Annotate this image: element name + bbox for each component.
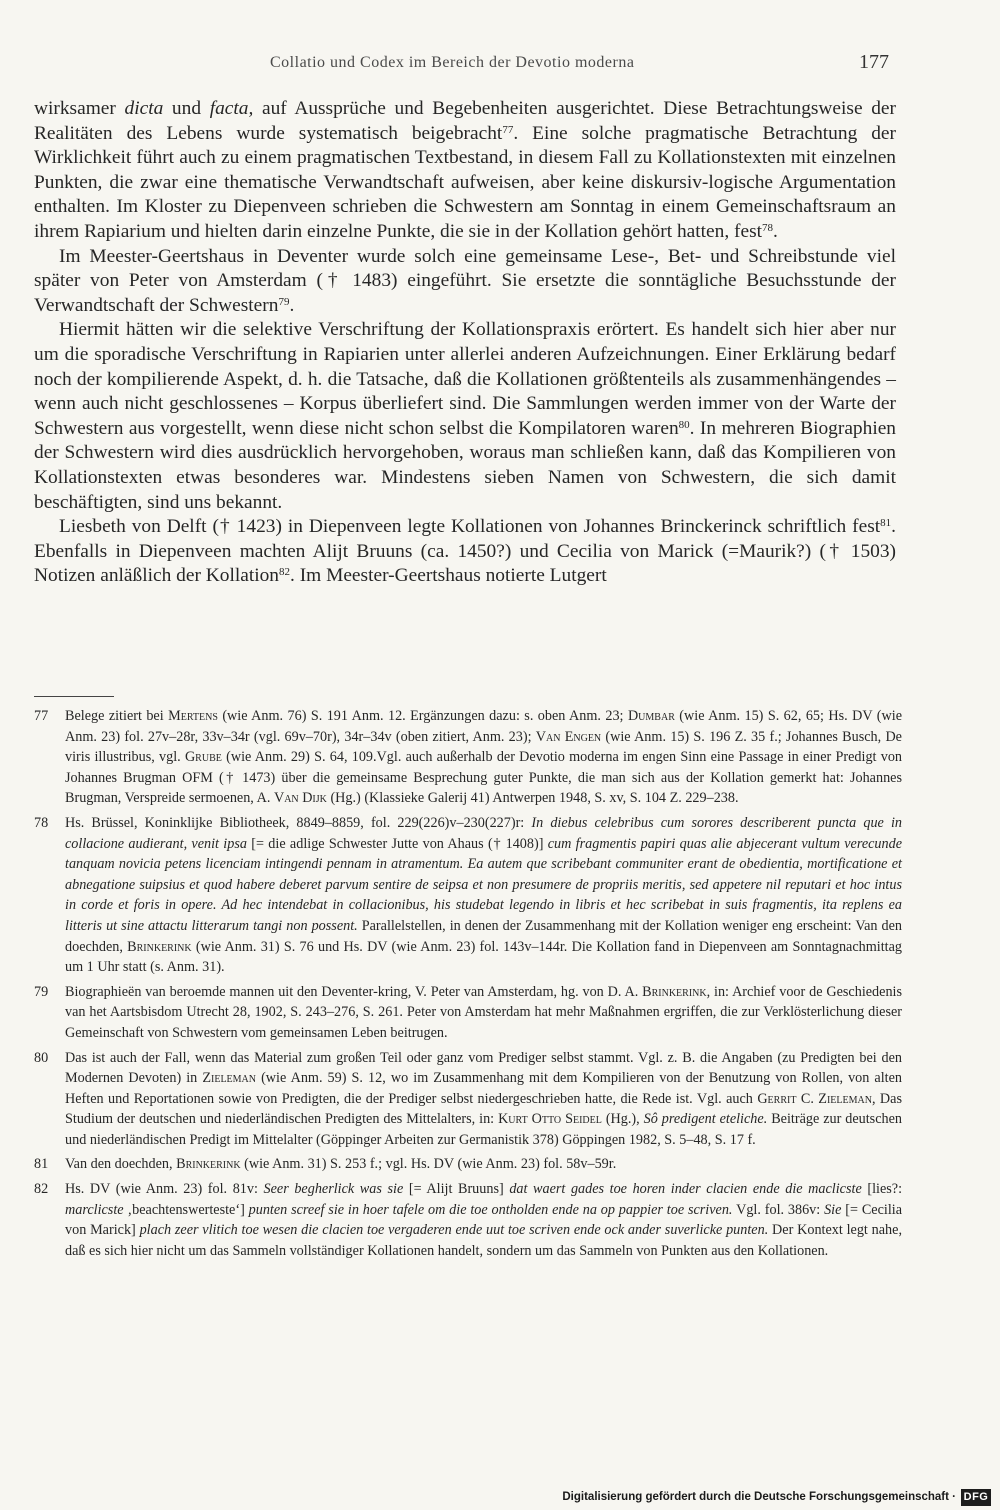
text-run: Biographieën van beroemde mannen uit den Deventer-kring, V. Peter van Amsterdam, hg. von D. A. [65, 983, 643, 1000]
paragraph [34, 515, 896, 589]
footnote-ref: 82 [279, 566, 290, 579]
text-run: Parallelstellen, in denen der Zusammenhang mit der Kollation weniger eng erscheint: Van den doechden, [65, 917, 902, 955]
footnote-text [65, 982, 902, 1044]
text-run: wirksamer [34, 98, 125, 119]
text-run: (Hg.) (Klassieke Galerij 41) Antwerpen 1948, S. xv, S. 104 Z. 229–238. [326, 790, 739, 807]
text-run: (wie Anm. 15) S. 196 Z. 35 f.; Johannes Busch, De viris illustribus, vgl. [65, 728, 902, 766]
text-run: (wie Anm. 29) S. 64, 109.Vgl. auch außerhalb der Devotio moderna im engen Sinn eine Passage in einer Predigt von Johannes Brugman OFM († 1473) über die gemeinsame Besprechung guter Punkte, die man sich aus der Kollation gemerkt hat: Johannes Brugman, Verspreide sermoenen, A. [65, 749, 903, 807]
author-name: Mertens [168, 708, 218, 724]
author-name: Van Dijk [273, 790, 327, 807]
text-run: Im Meester-Geertshaus in Deventer wurde solch eine gemeinsame Lese-, Bet- und Schreibstunde viel später von Peter von Amsterdam († 1483) eingeführt. Sie ersetzte die sonntägliche Besuchsstunde der Verwandtschaft der Schwestern [34, 245, 896, 316]
footnote-ref: 77 [502, 123, 514, 136]
text-run: Liesbeth von Delft († 1423) in Diepenveen legte Kollationen von Johannes Brinckerinck schriftlich fest [59, 516, 881, 538]
italic-text: punten screef sie in hoer tafele om die toe ontholden ende na op pappier toe scriven. [248, 1201, 733, 1218]
text-run: (wie Anm. 31) S. 253 f.; vgl. Hs. DV (wie Anm. 23) fol. 58v–59r. [240, 1156, 617, 1173]
dfg-logo: DFG [961, 1489, 991, 1506]
text-run: Belege zitiert bei [65, 708, 169, 724]
text-run: . [289, 294, 295, 316]
footnote-number: 81 [34, 1156, 49, 1173]
author-name: Kurt Otto Seidel [498, 1111, 602, 1128]
footnote [34, 1179, 902, 1261]
footnote-text [65, 1154, 902, 1175]
italic-text: In diebus celebribus cum sorores describerent puncta que in collacione audierant, venit ipsa [65, 814, 902, 852]
funding-credit: Digitalisierung gefördert durch die Deutsche Forschungsgemeinschaft · [562, 1491, 956, 1503]
footnote-ref: 79 [278, 295, 290, 308]
text-run: . Eine solche pragmatische Betrachtung der Wirklichkeit führt auch zu einem pragmatischen Textbestand, in diesem Fall zu Kollationstexten mit einzelnen Punkten, die zwar eine thematische Verwandtschaft aufweisen, aber keine diskursiv-logische Argumentation enthalten. Im Kloster zu Diepenveen schrieben die Schwestern am Sonntag in einem Gemeinschaftsraum an ihrem Rapiarium und hielten darin einzelne Punkte, die sie in der Kollation gehört hatten, fest [34, 122, 896, 242]
italic-text: Sô predigent eteliche. [643, 1111, 768, 1128]
italic-text: Sie [824, 1201, 842, 1218]
page-footer [0, 1487, 1000, 1510]
text-run: Hs. DV (wie Anm. 23) fol. 81v: [65, 1181, 264, 1198]
text-run: (wie Anm. 59) S. 12, wo im Zusammenhang mit dem Kompilieren von der Benutzung von Rollen, von alten Heften und Reportationen sowie von Predigten, die der Prediger selbst niedergeschrieben hatte, die Rede ist. Vgl. auch [65, 1070, 903, 1107]
footnote-text [65, 813, 902, 978]
text-run: [= die adlige Schwester Jutte von Ahaus († 1408)] [246, 835, 548, 852]
footnote-ref: 80 [678, 418, 690, 431]
page-header [0, 51, 1000, 75]
author-name: Grube [184, 749, 222, 766]
text-run: . [773, 220, 778, 242]
footnote [34, 1048, 902, 1151]
footnote-text [65, 1048, 902, 1151]
italic-text: marclicste [65, 1201, 124, 1218]
author-name: Van Engen [535, 728, 602, 745]
text-run: . Ebenfalls in Diepenveen machten Alijt Bruuns (ca. 1450?) und Cecilia von Marick (=Maurik?) († 1503) Notizen anläßlich der Kollation [34, 516, 896, 587]
text-run: Beiträge zur deutschen und niederländischen Predigt im Mittelalter (Göppinger Arbeiten zur Germanistik 378) Göppingen 1982, S. 5–48, S. 17 f. [65, 1111, 902, 1148]
page-number: 177 [859, 51, 889, 73]
author-name: Zieleman [202, 1070, 257, 1087]
italic-text: Seer begherlick was sie [263, 1181, 404, 1198]
footnote [34, 813, 902, 978]
footnote [34, 706, 902, 809]
footnote-text [65, 706, 902, 809]
paragraph [34, 318, 896, 515]
text-run: [= Alijt Bruuns] [403, 1181, 510, 1198]
italic-text: cum fragmentis papiri quas alie abjecerant vultum verecunde tanquam novicia petens licenciam intingendi pennam in atramentum. Ea autem que scribebant communiter erant de obedientia, mortificatione et abnegatione suipsius et quod habere deberet parvum sentire de seipsa et non presumere de propriis meritis, sed appetere nil reputari et hoc intus in corde et foris in opere. Ad hec intendebat in collacionibus, his studebat legendo in libris et hec scribebat in suis fragmentis, ita replens ea litteris ut sine attactu litterarum tangi non possent. [65, 835, 902, 934]
footnote-ref: 81 [880, 517, 892, 530]
main-text [34, 97, 896, 589]
italic-text: plach zeer vlitich toe wesen die clacien toe vergaderen ende uut toe scriven ende ock ander suverlicke punten. [139, 1222, 769, 1239]
author-name: Brinkerink [176, 1156, 241, 1173]
text-run: Vgl. fol. 386v: [732, 1201, 825, 1218]
italic-text: dat waert gades toe horen inder clacien ende die maclicste [509, 1181, 862, 1198]
footnote [34, 1154, 902, 1175]
footnote-number: 79 [34, 983, 49, 1000]
footnote-number: 82 [34, 1181, 49, 1198]
text-run: (wie Anm. 76) S. 191 Anm. 12. Ergänzungen dazu: s. oben Anm. 23; [217, 708, 628, 724]
running-head: Collatio und Codex im Bereich der Devotio moderna [270, 54, 635, 71]
text-run: Hiermit hätten wir die selektive Verschriftung der Kollationspraxis erörtert. Es handelt sich hier aber nur um die sporadische Verschriftung in Rapiarien unter allerlei anderen Aufzeichnungen. Einer Erklärung bedarf noch der kompilierende Aspekt, d. h. die Tatsache, daß die Kollationen größtenteils als zusammenhängendes – wenn auch nicht geschlossenes – Korpus überliefert sind. Die Sammlungen werden immer von der Warte der Schwestern aus vorgestellt, wenn diese nicht schon selbst die Kompilatoren waren [34, 319, 896, 439]
footnote-number: 80 [34, 1049, 49, 1066]
text-run: ‚beachtenswerteste‘] [123, 1201, 249, 1218]
paragraph [34, 245, 896, 319]
text-run: (wie Anm. 31) S. 76 und Hs. DV (wie Anm. 23) fol. 143v–144r. Die Kollation fand in Diepenveen am Sonntagnachmittag um 1 Uhr statt (s. Anm. 31). [65, 938, 902, 976]
text-run: und [163, 98, 210, 119]
text-run: , Das Studium der deutschen und niederländischen Predigten des Mittelalters, in: [65, 1090, 902, 1128]
italic-text: facta, [209, 98, 254, 119]
author-name: Brinkerink [127, 938, 192, 955]
footnote-ref: 78 [762, 221, 774, 234]
text-run: auf Aussprüche und Begebenheiten ausgerichtet. Diese Betrachtungsweise der Realitäten des Lebens wurde systematisch beigebracht [34, 98, 896, 144]
text-run: , in: Archief voor de Geschiedenis van het Aartsbisdom Utrecht 28, 1902, S. 243–276, S. 261. Peter von Amsterdam hat mehr Maßnahmen ergriffen, die zur Verklösterlichung dieser Gemeinschaft von Schwestern vom gemeinsamen Leben beitrugen. [65, 983, 903, 1041]
text-run: [= Cecilia von Marick] [65, 1201, 903, 1239]
text-run: (wie Anm. 15) S. 62, 65; Hs. DV (wie Anm. 23) fol. 27v–28r, 33v–34r (vgl. 69v–70r), 34r–34v (oben zitiert, Anm. 23); [65, 708, 903, 745]
text-run: . In mehreren Biographien der Schwestern wird dies ausdrücklich hervorgehoben, woraus man schließen kann, daß das Kompilieren von Kollationstexten etwas besonderes war. Mindestens sieben Namen von Schwestern, die sich damit beschäftigten, sind uns bekannt. [34, 417, 897, 513]
text-run: Der Kontext legt nahe, daß es sich hier nicht um das Sammeln vollständiger Kollationen handelt, sondern um das Sammeln von Punkten aus den Kollationen. [65, 1222, 902, 1259]
footnote-separator [34, 696, 114, 697]
text-run: . Im Meester-Geertshaus notierte Lutgert [290, 565, 607, 587]
footnote-number: 77 [34, 708, 49, 724]
text-run: (Hg.), [601, 1111, 644, 1128]
author-name: Gerrit C. Zieleman [757, 1090, 872, 1107]
footnotes [34, 706, 902, 1265]
text-run: Das ist auch der Fall, wenn das Material zum großen Teil oder ganz vom Prediger selbst stammt. Vgl. z. B. die Angaben (zu Predigten bei den Modernen Devoten) in [65, 1049, 902, 1087]
author-name: Dumbar [627, 708, 675, 724]
paragraph [34, 97, 896, 245]
footnote-text [65, 1179, 902, 1261]
footnote-number: 78 [34, 814, 49, 831]
footnote [34, 982, 902, 1044]
author-name: Brinkerink [642, 983, 707, 1000]
italic-text: dicta [124, 98, 164, 119]
text-run: Hs. Brüssel, Koninklijke Bibliotheek, 8849–8859, fol. 229(226)v–230(227)r: [65, 814, 532, 831]
text-run: Van den doechden, [65, 1156, 177, 1173]
text-run: [lies?: [861, 1181, 903, 1198]
